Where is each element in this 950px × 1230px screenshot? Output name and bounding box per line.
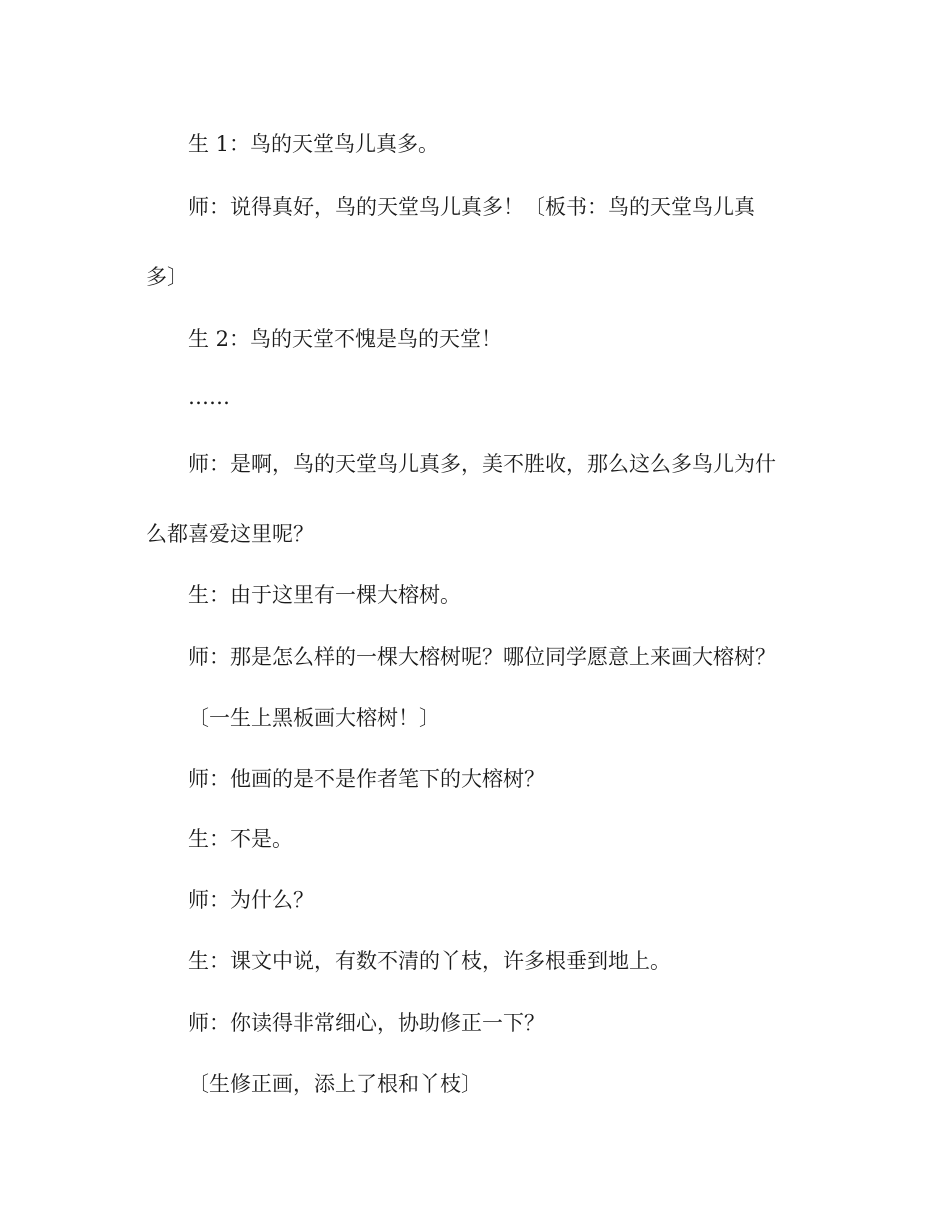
dialogue-line-teacher-request: 师：你读得非常细心，协助修正一下？ (188, 1011, 545, 1035)
dialogue-line-student-no: 生：不是。 (188, 827, 293, 851)
dialogue-line-teacher-praise: 师：说得真好，鸟的天堂鸟儿真多！〔板书：鸟的天堂鸟儿真 (188, 195, 755, 219)
dialogue-line-continuation: 多〕 (146, 265, 188, 289)
dialogue-line-teacher-question: 师：是啊，鸟的天堂鸟儿真多，美不胜收，那么这么多鸟儿为什 (188, 452, 776, 476)
dialogue-line-student-answer: 生：由于这里有一棵大榕树。 (188, 583, 461, 607)
dialogue-line-student-2: 生 2：鸟的天堂不愧是鸟的天堂！ (188, 327, 503, 351)
dialogue-line-student-1: 生 1：鸟的天堂鸟儿真多。 (188, 132, 440, 156)
stage-direction-line: 〔生修正画，添上了根和丫枝〕 (188, 1072, 482, 1096)
stage-direction-line: 〔一生上黑板画大榕树！〕 (188, 706, 440, 730)
dialogue-line-continuation: 么都喜爱这里呢？ (146, 522, 314, 546)
dialogue-line-student-reason: 生：课文中说，有数不清的丫枝，许多根垂到地上。 (188, 949, 671, 973)
dialogue-line-teacher-invite: 师：那是怎么样的一棵大榕树呢？哪位同学愿意上来画大榕树？ (188, 645, 776, 669)
ellipsis-line: …… (188, 385, 230, 409)
dialogue-line-teacher-why: 师：为什么？ (188, 888, 314, 912)
dialogue-line-teacher-check: 师：他画的是不是作者笔下的大榕树？ (188, 767, 545, 791)
